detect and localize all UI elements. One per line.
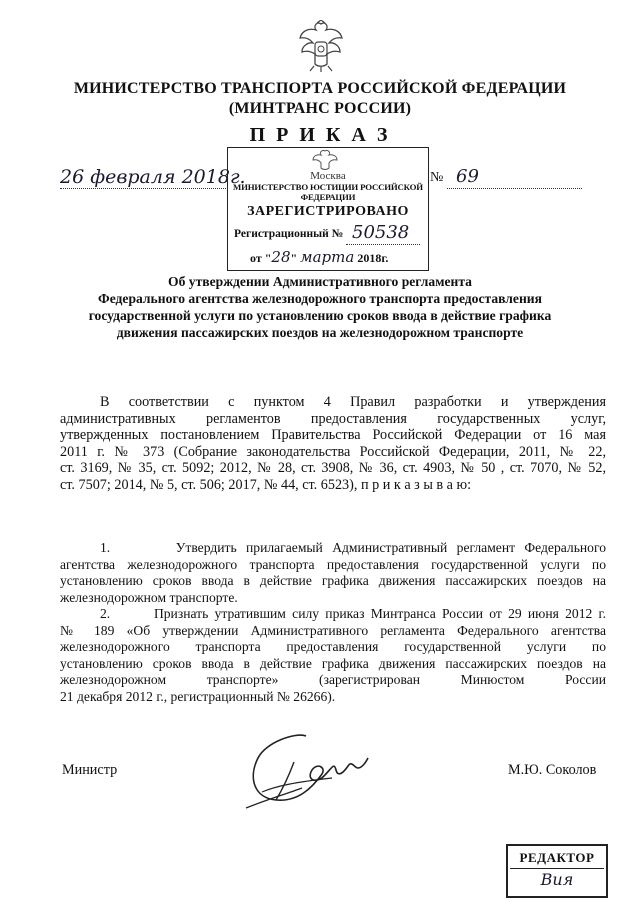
item-1-line-3: установлению сроков ввода в действие графика движения пассажирских поездов на <box>60 573 606 588</box>
doc-type: П Р И К А З <box>249 124 391 146</box>
stamp-reg-label: Регистрационный № <box>234 228 344 240</box>
item-2-line-6: 21 декабря 2012 г., регистрационный № 26266). <box>60 688 336 704</box>
ministry-short-name: (МИНТРАНС РОССИИ) <box>228 100 412 117</box>
item-1 <box>60 540 606 606</box>
preamble-line-6: ст. 7507; 2014, № 5, ст. 506; 2017, № 44, ст. 6523), п р и к а з ы в а ю: <box>60 476 472 493</box>
preamble <box>60 394 606 493</box>
title-line-1: Об утверждении Административного регламента <box>168 274 472 289</box>
stamp-date-row <box>250 248 388 266</box>
signatory-name: М.Ю. Соколов <box>508 762 597 778</box>
stamp-date-year: 2018г. <box>354 251 389 265</box>
item-1-line-4: железнодорожном транспорте. <box>60 589 238 605</box>
item-2-line-5: железнодорожном транспорте» (зарегистрирован Минюстом России <box>60 672 606 687</box>
preamble-line-3: утвержденных постановлением Правительства Российской Федерации от 16 мая <box>60 427 606 443</box>
title-line-2: Федерального агентства железнодорожного транспорта предоставления <box>98 291 542 306</box>
state-emblem-icon <box>296 20 346 72</box>
signatory-position: Министр <box>62 762 118 778</box>
editor-label: РЕДАКТОР <box>519 850 595 865</box>
preamble-line-2: административных регламентов предоставления государственных услуг, <box>60 410 606 427</box>
number-label: № <box>430 170 444 185</box>
item-2-line-1: 2. Признать утратившим силу приказ Минтранса России от 29 июня 2012 г. <box>100 606 606 621</box>
stamp-date-prefix: от " <box>250 251 272 265</box>
stamp-status: ЗАРЕГИСТРИРОВАНО <box>247 204 409 219</box>
stamp-date-day: 28 <box>271 248 291 266</box>
preamble-line-4: 2011 г. № 373 (Собрание законодательства Российской Федерации, 2011, № 22, <box>60 443 606 460</box>
order-number: 69 <box>456 166 479 187</box>
item-2-line-3: железнодорожного транспорта предоставления государственной услуги по <box>60 639 606 654</box>
preamble-line-1: В соответствии с пунктом 4 Правил разработки и утверждения <box>100 394 606 410</box>
order-date: 26 февраля 2018г. <box>60 166 246 188</box>
title-line-3: государственной услуги по установлению сроков ввода в действие графика <box>88 308 552 323</box>
stamp-date-middle: " <box>290 251 301 265</box>
item-2 <box>60 606 606 705</box>
number-underline <box>447 188 582 189</box>
stamp-date-month: марта <box>300 248 355 266</box>
reg-underline <box>346 244 420 245</box>
editor-initials: Вия <box>540 870 574 889</box>
item-2-line-2: № 189 «Об утверждении Административного регламента Федерального агентства <box>60 622 606 638</box>
date-underline <box>60 188 226 189</box>
item-2-line-4: установлению сроков ввода в действие графика движения пассажирских поездов на <box>60 655 606 671</box>
preamble-line-5: ст. 3169, № 35, ст. 5092; 2012, № 28, ст. 3908, № 36, ст. 4903, № 50 , ст. 7070, № 52, <box>60 460 606 476</box>
stamp-emblem-icon <box>312 149 338 171</box>
stamp-org: МИНИСТЕРСТВО ЮСТИЦИИ РОССИЙСКОЙ ФЕДЕРАЦИИ <box>233 182 423 202</box>
city-label: Москва <box>310 170 346 182</box>
editor-divider <box>510 868 604 869</box>
handwritten-signature <box>236 728 376 812</box>
editor-stamp <box>506 844 608 898</box>
item-1-line-2: агентства железнодорожного транспорта предоставления государственной услуги по <box>60 556 606 572</box>
ministry-name: МИНИСТЕРСТВО ТРАНСПОРТА РОССИЙСКОЙ ФЕДЕРАЦИИ <box>73 80 567 97</box>
item-1-line-1: 1. Утвердить прилагаемый Административный регламент Федерального <box>100 540 606 555</box>
title-line-4: движения пассажирских поездов на железнодорожном транспорте <box>116 325 524 340</box>
stamp-reg-number: 50538 <box>352 222 410 243</box>
